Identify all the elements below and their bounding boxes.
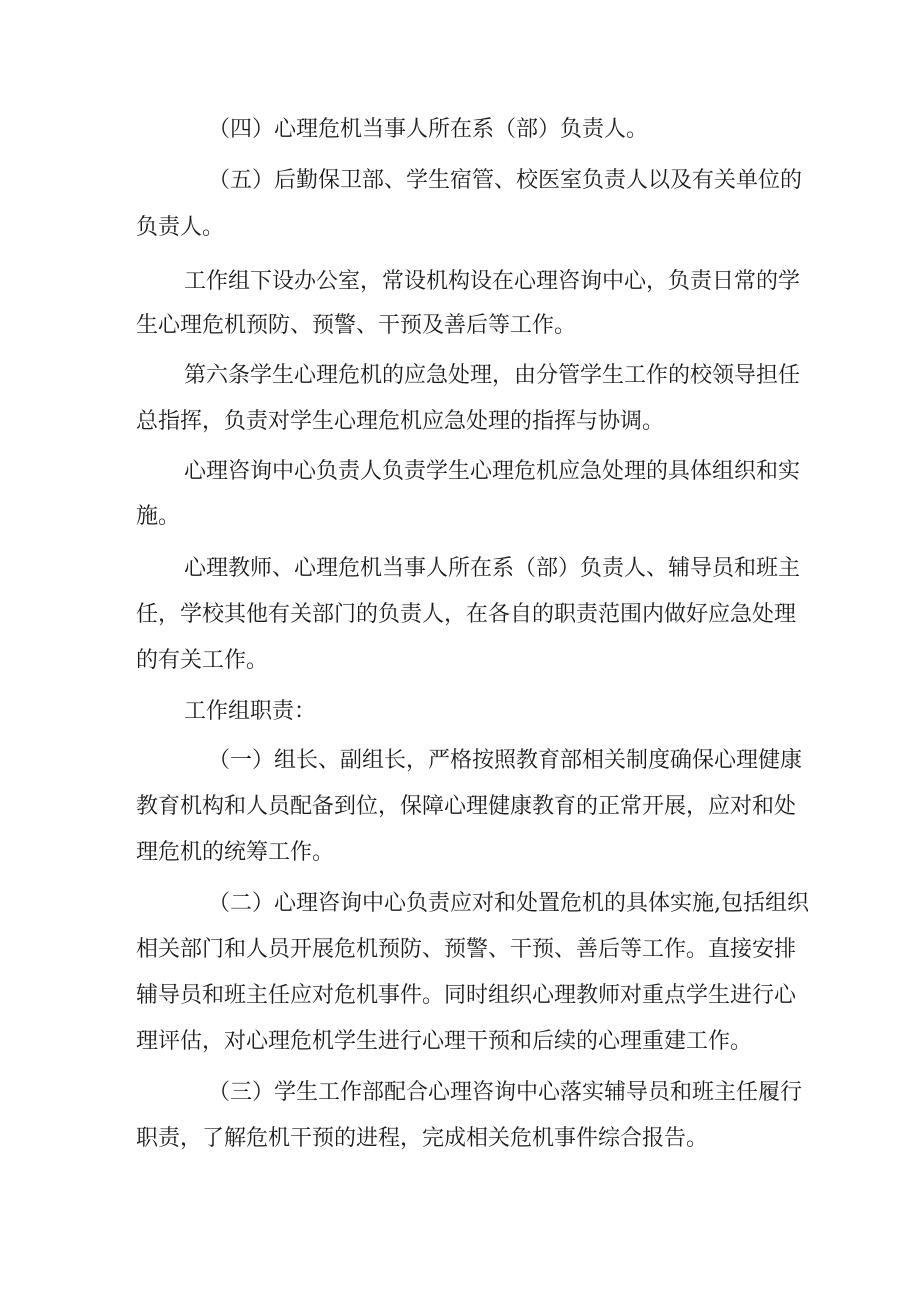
- text-line: （三）学生工作部配合心理咨询中心落实辅导员和班主任履行: [208, 1080, 803, 1105]
- text-line: 任，学校其他有关部门的负责人，在各自的职责范围内做好应急处理: [136, 602, 797, 627]
- text-line: 相关部门和人员开展危机预防、预警、干预、善后等工作。直接安排: [136, 937, 797, 962]
- text-line: 辅导员和班主任应对危机事件。同时组织心理教师对重点学生进行心: [136, 983, 797, 1008]
- text-line: （四）心理危机当事人所在系（部）负责人。: [208, 117, 649, 142]
- text-line: 职责，了解危机干预的进程，完成相关危机事件综合报告。: [136, 1126, 709, 1151]
- text-line: 理评估，对心理危机学生进行心理干预和后续的心理重建工作。: [136, 1029, 753, 1054]
- text-line: 工作组职责：: [184, 699, 317, 724]
- text-line: 工作组下设办公室，常设机构设在心理咨询中心，负责日常的学: [184, 269, 801, 294]
- text-line: （二）心理咨询中心负责应对和处置危机的具体实施,包括组织: [208, 891, 809, 916]
- text-line: 第六条学生心理危机的应急处理，由分管学生工作的校领导担任: [184, 363, 801, 388]
- text-line: 总指挥，负责对学生心理危机应急处理的指挥与协调。: [136, 409, 665, 434]
- text-line: 心理咨询中心负责人负责学生心理危机应急处理的具体组织和实: [184, 459, 801, 484]
- text-line: 教育机构和人员配备到位，保障心理健康教育的正常开展，应对和处: [136, 794, 797, 819]
- text-line: 施。: [136, 504, 181, 529]
- text-line: 理危机的统筹工作。: [136, 840, 335, 865]
- text-line: 的有关工作。: [136, 648, 269, 673]
- text-line: 心理教师、心理危机当事人所在系（部）负责人、辅导员和班主: [184, 556, 801, 581]
- text-line: （一）组长、副组长，严格按照教育部相关制度确保心理健康: [208, 748, 803, 773]
- text-line: 负责人。: [136, 215, 225, 240]
- text-line: （五）后勤保卫部、学生宿管、校医室负责人以及有关单位的: [208, 168, 803, 193]
- text-line: 生心理危机预防、预警、干预及善后等工作。: [136, 313, 577, 338]
